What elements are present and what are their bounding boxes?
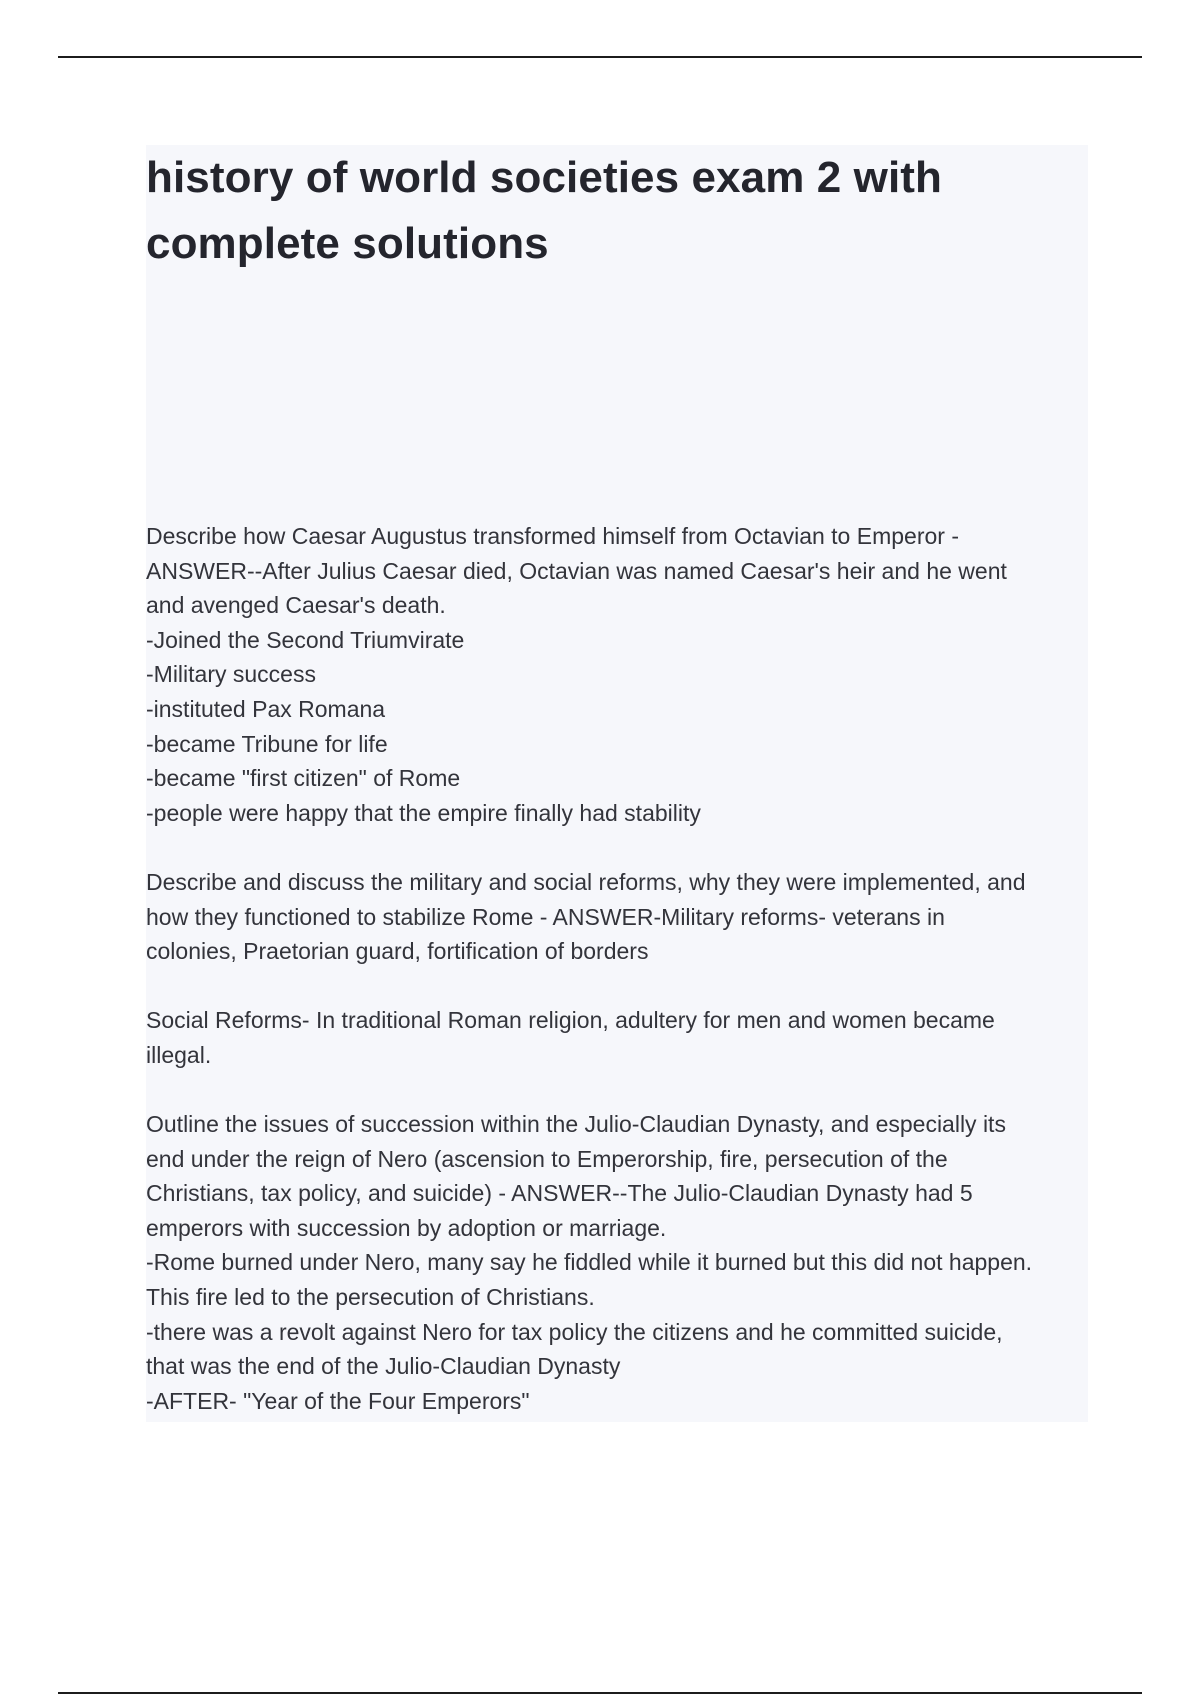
qa-item-reforms bbox=[146, 865, 1088, 969]
text-line: -became Tribune for life bbox=[146, 730, 388, 757]
text-line: colonies, Praetorian guard, fortification of borders bbox=[146, 938, 649, 965]
document-body bbox=[146, 145, 1088, 1422]
text-line: -people were happy that the empire finally had stability bbox=[146, 799, 701, 826]
text-line: -there was a revolt against Nero for tax policy the citizens and he committed suicide, bbox=[146, 1318, 1003, 1345]
text-line: and avenged Caesar's death. bbox=[146, 592, 446, 619]
text-line: -Rome burned under Nero, many say he fiddled while it burned but this did not happen. bbox=[146, 1249, 1033, 1276]
paragraph-gap bbox=[146, 1073, 1088, 1108]
text-line: Describe how Caesar Augustus transformed himself from Octavian to Emperor - bbox=[146, 523, 959, 549]
footer-rule bbox=[58, 1692, 1142, 1694]
text-line: Christians, tax policy, and suicide) - ANSWER--The Julio-Claudian Dynasty had 5 bbox=[146, 1180, 973, 1207]
qa-list bbox=[146, 519, 1088, 1418]
text-line: -AFTER- "Year of the Four Emperors" bbox=[146, 1387, 530, 1414]
text-line: illegal. bbox=[146, 1041, 212, 1068]
text-line: This fire led to the persecution of Christians. bbox=[146, 1284, 595, 1311]
text-line: emperors with succession by adoption or marriage. bbox=[146, 1214, 667, 1241]
text-line: -Joined the Second Triumvirate bbox=[146, 626, 465, 653]
text-line: end under the reign of Nero (ascension to Emperorship, fire, persecution of the bbox=[146, 1145, 948, 1172]
paragraph-gap bbox=[146, 969, 1088, 1004]
text-line: Social Reforms- In traditional Roman religion, adultery for men and women became bbox=[146, 1007, 995, 1034]
text-line: how they functioned to stabilize Rome - ANSWER-Military reforms- veterans in bbox=[146, 903, 945, 930]
text-line: -instituted Pax Romana bbox=[146, 695, 386, 722]
document-title bbox=[146, 145, 1088, 277]
title-line: complete solutions bbox=[146, 219, 549, 268]
title-line: history of world societies exam 2 with bbox=[146, 153, 943, 202]
text-line: -became "first citizen" of Rome bbox=[146, 765, 461, 792]
text-line: that was the end of the Julio-Claudian Dynasty bbox=[146, 1353, 621, 1380]
text-line: -Military success bbox=[146, 661, 316, 688]
paragraph-gap bbox=[146, 830, 1088, 865]
text-line: ANSWER--After Julius Caesar died, Octavian was named Caesar's heir and he went bbox=[146, 557, 1007, 584]
qa-item-social-reforms bbox=[146, 1003, 1088, 1072]
text-line: Outline the issues of succession within the Julio-Claudian Dynasty, and especially its bbox=[146, 1111, 1006, 1138]
qa-item-succession bbox=[146, 1107, 1088, 1418]
qa-item-augustus bbox=[146, 519, 1088, 830]
header-rule bbox=[58, 56, 1142, 58]
text-line: Describe and discuss the military and social reforms, why they were implemented, and bbox=[146, 868, 1026, 895]
